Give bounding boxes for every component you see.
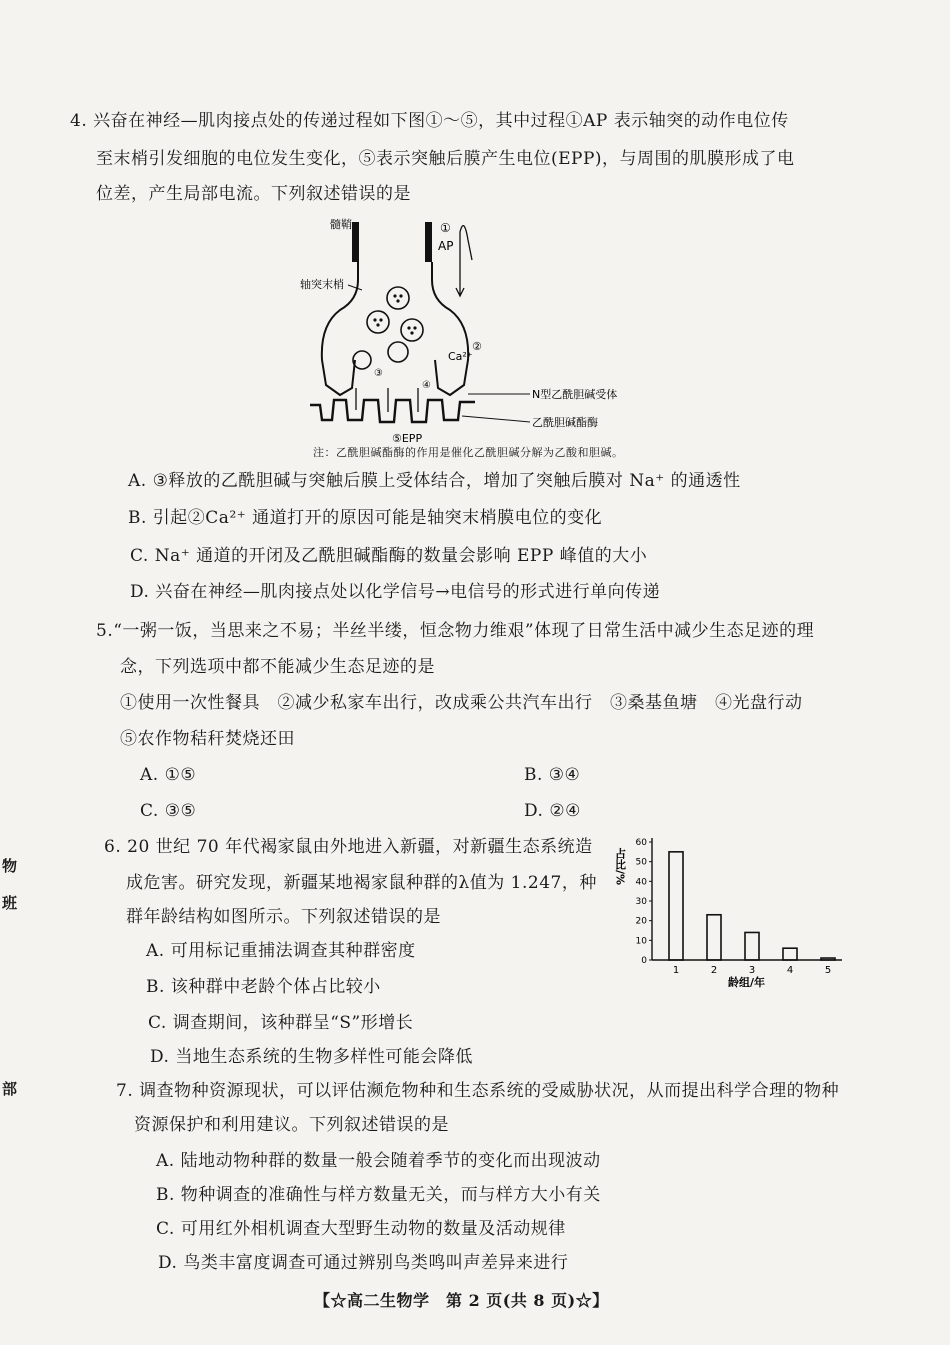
q4-stem-line2: 至末梢引发细胞的电位发生变化，⑤表示突触后膜产生电位(EPP)，与周围的肌膜形成了电 bbox=[96, 149, 795, 169]
bar-age-group-1 bbox=[669, 852, 683, 960]
q5-option-d: D. ②④ bbox=[524, 801, 581, 821]
postsynaptic-membrane bbox=[310, 400, 475, 422]
chart-x-axis-label: 龄组/年 bbox=[728, 976, 766, 989]
y-tick-label: 40 bbox=[635, 877, 647, 888]
q5-option-c: C. ③⑤ bbox=[140, 801, 197, 821]
margin-mark: 物 bbox=[2, 857, 18, 875]
myelin-sheath-right bbox=[425, 222, 432, 262]
q4-option-d: D. 兴奋在神经—肌肉接点处以化学信号→电信号的形式进行单向传递 bbox=[130, 582, 661, 602]
q5-stem-line1: 5.“一粥一饭，当思来之不易；半丝半缕，恒念物力维艰”体现了日常生活中减少生态足迹的理 bbox=[96, 621, 815, 641]
fig-label-4: ④ bbox=[422, 380, 431, 391]
bar-age-group-3 bbox=[745, 932, 759, 960]
bar-age-group-2 bbox=[707, 915, 721, 960]
y-tick-label: 30 bbox=[635, 897, 647, 907]
ap-arrow bbox=[456, 258, 464, 296]
q4-stem-line3: 位差，产生局部电流。下列叙述错误的是 bbox=[96, 184, 411, 204]
x-tick-label: 2 bbox=[710, 965, 718, 976]
q6-stem-line1: 6. 20 世纪 70 年代褐家鼠由外地进入新疆，对新疆生态系统造 bbox=[104, 837, 593, 857]
q7-stem-line2: 资源保护和利用建议。下列叙述错误的是 bbox=[134, 1115, 449, 1135]
q6-option-d: D. 当地生态系统的生物多样性可能会降低 bbox=[150, 1047, 473, 1067]
axon-terminal-pointer bbox=[348, 285, 362, 290]
x-tick-label: 3 bbox=[748, 965, 756, 976]
vesicle bbox=[353, 351, 371, 369]
fig-ap-label-2: AP bbox=[438, 239, 454, 253]
y-tick-label: 60 bbox=[635, 838, 647, 848]
q4-option-c: C. Na⁺ 通道的开闭及乙酰胆碱酯酶的数量会影响 EPP 峰值的大小 bbox=[130, 546, 648, 566]
vesicle bbox=[387, 287, 409, 309]
fig-ache-label: 乙酰胆碱酯酶 bbox=[532, 416, 598, 429]
q4-figure-note: 注：乙酰胆碱酯酶的作用是催化乙酰胆碱分解为乙酸和胆碱。 bbox=[313, 446, 624, 459]
y-tick-label: 50 bbox=[635, 857, 647, 868]
fig-axon-terminal-label: 轴突末梢 bbox=[300, 278, 344, 291]
fig-label-2: ② bbox=[472, 340, 482, 353]
q6-option-a: A. 可用标记重捕法调查其种群密度 bbox=[146, 941, 416, 961]
ache-pointer bbox=[462, 416, 530, 422]
chart-y-axis-label: 占比/% bbox=[613, 848, 627, 886]
y-tick-label: 0 bbox=[641, 956, 647, 966]
x-tick-label: 4 bbox=[786, 965, 794, 976]
neuromuscular-junction-diagram bbox=[300, 210, 640, 450]
x-tick-label: 5 bbox=[824, 965, 832, 976]
q7-option-c: C. 可用红外相机调查大型野生动物的数量及活动规律 bbox=[156, 1219, 566, 1239]
q5-option-a: A. ①⑤ bbox=[140, 765, 197, 785]
bar-age-group-5 bbox=[821, 958, 835, 960]
vesicle-dots bbox=[373, 294, 416, 334]
chart-y-ticks bbox=[636, 838, 652, 966]
y-tick-label: 10 bbox=[635, 936, 647, 947]
q4-stem-line1: 4. 兴奋在神经—肌肉接点处的传递过程如下图①～⑤，其中过程①AP 表示轴突的动作电位传 bbox=[70, 111, 789, 131]
q6-stem-line2: 成危害。研究发现，新疆某地褐家鼠种群的λ值为 1.247，种 bbox=[126, 873, 597, 893]
fig-ca-label: Ca²⁺ bbox=[448, 350, 473, 363]
y-tick-label: 20 bbox=[635, 916, 647, 927]
vesicle bbox=[401, 319, 423, 341]
margin-mark: 部 bbox=[2, 1080, 18, 1098]
chart-bars bbox=[669, 852, 835, 960]
q6-stem-line3: 群年龄结构如图所示。下列叙述错误的是 bbox=[126, 907, 441, 927]
bar-age-group-4 bbox=[783, 948, 797, 960]
chart-axes bbox=[652, 838, 842, 960]
q5-items-line2: ⑤农作物秸秆焚烧还田 bbox=[120, 729, 295, 749]
q7-option-b: B. 物种调查的准确性与样方数量无关，而与样方大小有关 bbox=[156, 1185, 601, 1205]
x-tick-label: 1 bbox=[672, 965, 680, 976]
q6-option-b: B. 该种群中老龄个体占比较小 bbox=[146, 977, 381, 997]
q7-stem-line1: 7. 调查物种资源现状，可以评估濒危物种和生态系统的受威胁状况，从而提出科学合理的物种 bbox=[116, 1081, 840, 1101]
page-footer: 【☆高二生物学 第 2 页(共 8 页)☆】 bbox=[314, 1291, 609, 1310]
myelin-sheath-left bbox=[352, 222, 359, 262]
fig-epp-label: ⑤EPP bbox=[392, 432, 423, 445]
fig-receptor-label: N型乙酰胆碱受体 bbox=[532, 388, 618, 401]
q5-stem-line2: 念，下列选项中都不能减少生态足迹的是 bbox=[120, 657, 435, 677]
chart-x-ticks bbox=[673, 965, 831, 976]
fig-ap-label: ① bbox=[440, 221, 451, 235]
margin-mark: 班 bbox=[2, 894, 18, 912]
q5-items-line1: ①使用一次性餐具 ②减少私家车出行，改成乘公共汽车出行 ③桑基鱼塘 ④光盘行动 bbox=[120, 693, 803, 713]
fig-myelin-label: 髓鞘 bbox=[330, 218, 352, 231]
q4-option-b: B. 引起②Ca²⁺ 通道打开的原因可能是轴突末梢膜电位的变化 bbox=[128, 508, 603, 528]
q7-option-d: D. 鸟类丰富度调查可通过辨别鸟类鸣叫声差异来进行 bbox=[158, 1253, 569, 1273]
ap-trace bbox=[460, 226, 472, 260]
vesicle bbox=[367, 311, 389, 333]
fig-label-3: ③ bbox=[374, 368, 383, 379]
q7-option-a: A. 陆地动物种群的数量一般会随着季节的变化而出现波动 bbox=[156, 1151, 601, 1171]
synaptic-vesicles bbox=[353, 287, 423, 369]
vesicle bbox=[388, 342, 408, 362]
q6-option-c: C. 调查期间，该种群呈“S”形增长 bbox=[148, 1013, 414, 1033]
q5-option-b: B. ③④ bbox=[524, 765, 581, 785]
age-structure-chart bbox=[612, 828, 862, 993]
q4-option-a: A. ③释放的乙酰胆碱与突触后膜上受体结合，增加了突触后膜对 Na⁺ 的通透性 bbox=[128, 471, 741, 491]
